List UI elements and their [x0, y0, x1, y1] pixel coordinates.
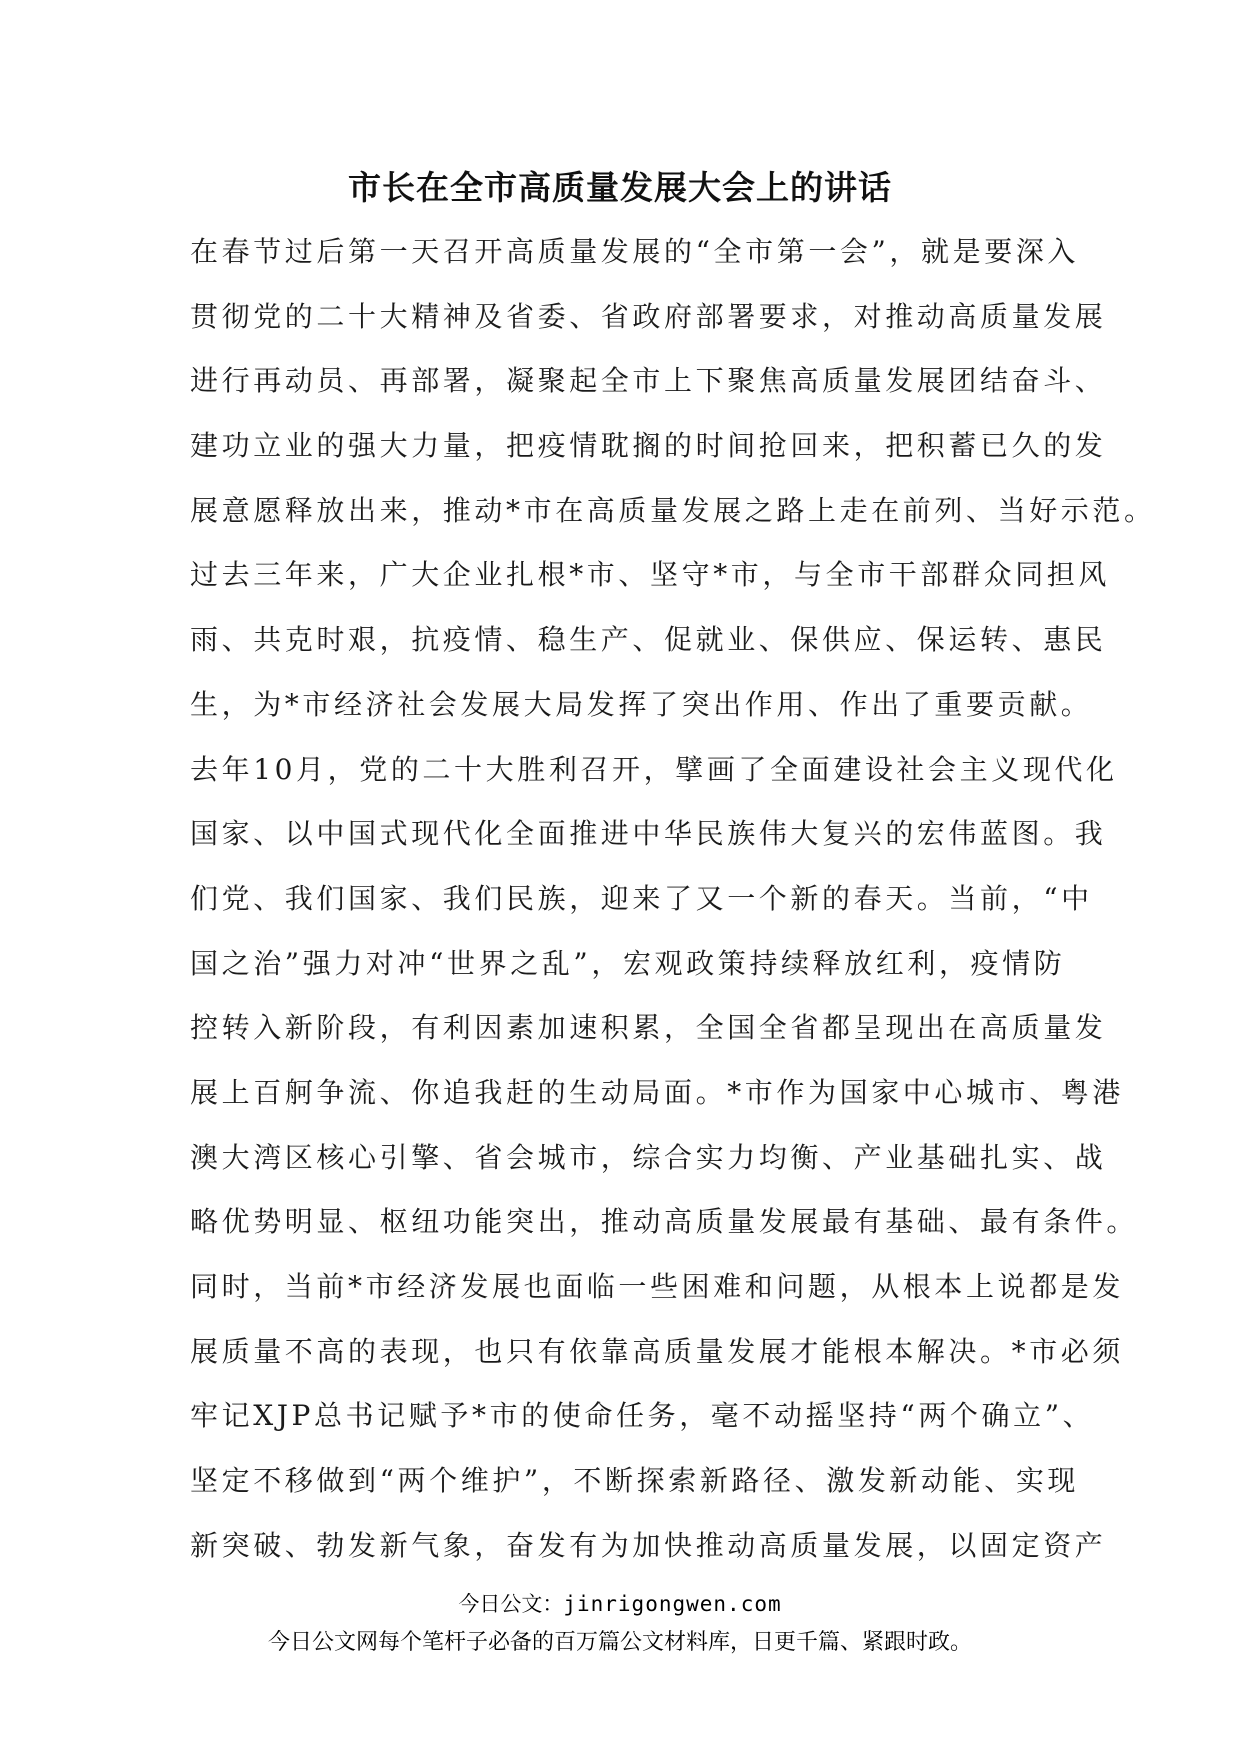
body-line: 们党、我们国家、我们民族，迎来了又一个新的春天。当前，“中 [190, 881, 1093, 915]
body-line: 过去三年来，广大企业扎根*市、坚守*市，与全市干部群众同担风 [190, 558, 1111, 592]
footer-site-link[interactable]: jinrigongwen.com [563, 1592, 782, 1616]
footer-tagline: 今日公文网每个笔杆子必备的百万篇公文材料库，日更千篇、紧跟时政。 [267, 1630, 972, 1655]
page-footer [0, 1588, 1240, 1660]
body-line: 略优势明显、枢纽功能突出，推动高质量发展最有基础、最有条件。 [190, 1205, 1139, 1239]
footer-site [0, 1588, 1240, 1620]
body-line: 坚定不移做到“两个维护”，不断探索新路径、激发新动能、实现 [190, 1464, 1080, 1498]
body-line: 牢记XJP总书记赋予*市的使命任务，毫不动摇坚持“两个确立”、 [190, 1399, 1095, 1433]
document-title: 市长在全市高质量发展大会上的讲话 [348, 168, 892, 207]
body-line: 生，为*市经济社会发展大局发挥了突出作用、作出了重要贡献。 [190, 687, 1093, 721]
body-line: 展质量不高的表现，也只有依靠高质量发展才能根本解决。*市必须 [190, 1334, 1125, 1368]
body-line: 控转入新阶段，有利因素加速积累，全国全省都呈现出在高质量发 [190, 1011, 1107, 1045]
body-line: 展上百舸争流、你追我赶的生动局面。*市作为国家中心城市、粤港 [190, 1075, 1125, 1109]
body-line: 新突破、勃发新气象，奋发有为加快推动高质量发展，以固定资产 [190, 1528, 1107, 1562]
body-line: 进行再动员、再部署，凝聚起全市上下聚焦高质量发展团结奋斗、 [190, 364, 1107, 398]
body-line: 澳大湾区核心引擎、省会城市，综合实力均衡、产业基础扎实、战 [190, 1140, 1107, 1174]
body-line: 展意愿释放出来，推动*市在高质量发展之路上走在前列、当好示范。 [190, 493, 1156, 527]
body-line: 去年10月，党的二十大胜利召开，擘画了全面建设社会主义现代化 [190, 752, 1118, 786]
footer-site-label: 今日公文： [458, 1592, 564, 1616]
body-line: 国之治”强力对冲“世界之乱”，宏观政策持续释放红利，疫情防 [190, 946, 1066, 980]
body-line: 贯彻党的二十大精神及省委、省政府部署要求，对推动高质量发展 [190, 299, 1107, 333]
body-line: 雨、共克时艰，抗疫情、稳生产、促就业、保供应、保运转、惠民 [190, 623, 1107, 657]
body-line: 同时，当前*市经济发展也面临一些困难和问题，从根本上说都是发 [190, 1270, 1125, 1303]
body-line: 建功立业的强大力量，把疫情耽搁的时间抢回来，把积蓄已久的发 [190, 429, 1107, 463]
body-line: 在春节过后第一天召开高质量发展的“全市第一会”，就是要深入 [190, 235, 1080, 268]
body-line: 国家、以中国式现代化全面推进中华民族伟大复兴的宏伟蓝图。我 [190, 817, 1107, 851]
document-body [190, 220, 1156, 1578]
